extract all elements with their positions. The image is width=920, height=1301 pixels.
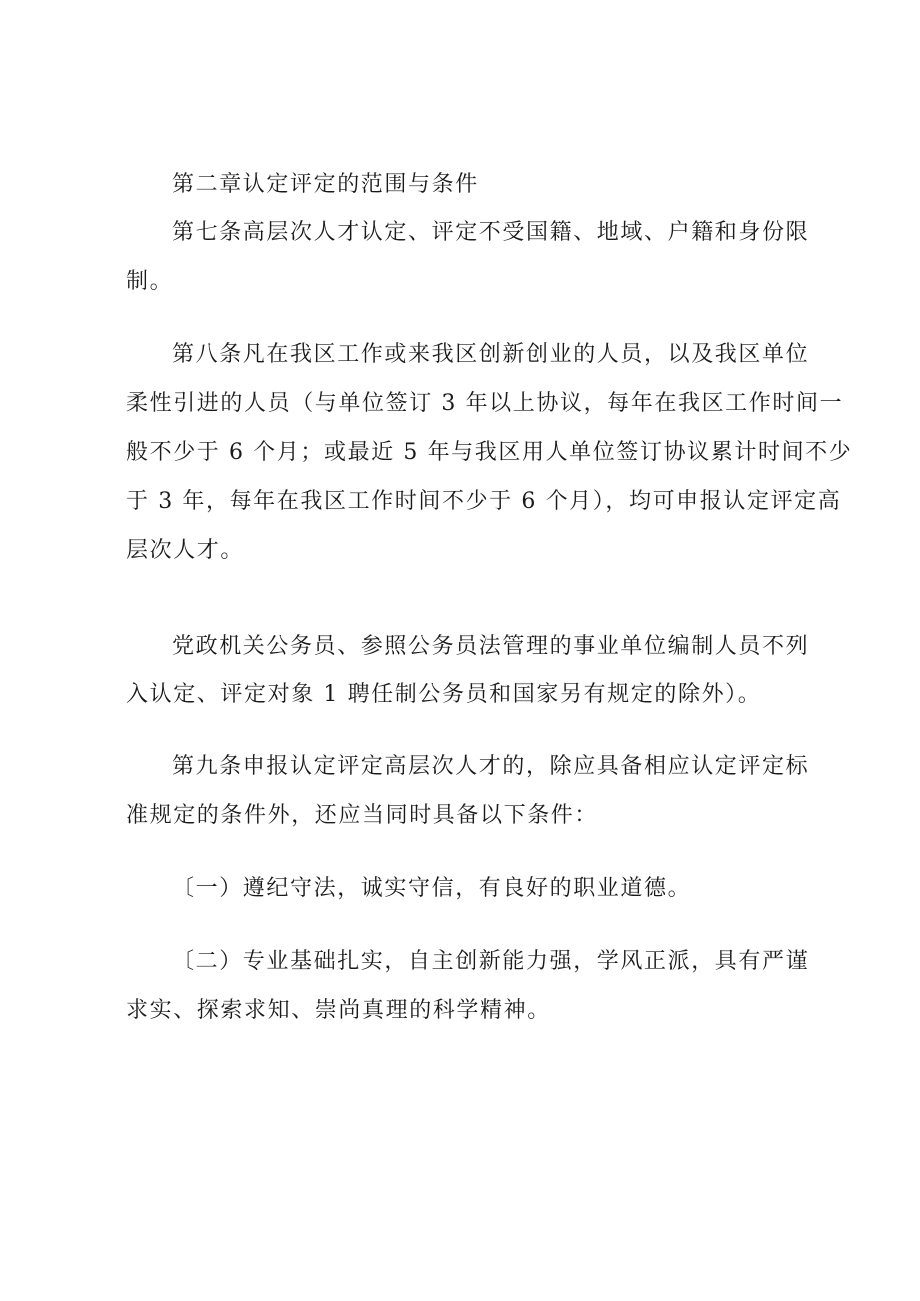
article-7-line: 制。 (126, 269, 174, 294)
condition-2-line: 求实、探索求知、崇尚真理的科学精神。 (126, 998, 551, 1023)
condition-2-line: 〔二）专业基础扎实，自主创新能力强，学风正派，具有严谨 (172, 949, 810, 974)
article-8-line: 第八条凡在我区工作或来我区创新创业的人员，以及我区单位 (172, 342, 810, 367)
article-7-line: 第七条高层次人才认定、评定不受国籍、地域、户籍和身份限 (172, 220, 810, 245)
article-8-line: 于 3 年，每年在我区工作时间不少于 6 个月），均可申报认定评定高 (126, 489, 842, 514)
article-9-line: 准规定的条件外，还应当同时具备以下条件： (126, 803, 599, 828)
chapter-heading: 第二章认定评定的范围与条件 (172, 172, 479, 197)
condition-1-line: 〔一）遵纪守法，诚实守信，有良好的职业道德。 (172, 876, 692, 901)
article-8-line: 柔性引进的人员（与单位签订 3 年以上协议，每年在我区工作时间一 (126, 391, 844, 416)
article-9-line: 第九条申报认定评定高层次人才的，除应具备相应认定评定标 (172, 754, 810, 779)
civil-servant-line: 党政机关公务员、参照公务员法管理的事业单位编制人员不列 (172, 634, 810, 659)
article-8-line: 般不少于 6 个月；或最近 5 年与我区用人单位签订协议累计时间不少 (126, 440, 853, 465)
civil-servant-line: 入认定、评定对象 1 聘任制公务员和国家另有规定的除外）。 (126, 682, 762, 707)
article-8-line: 层次人才。 (126, 538, 245, 563)
